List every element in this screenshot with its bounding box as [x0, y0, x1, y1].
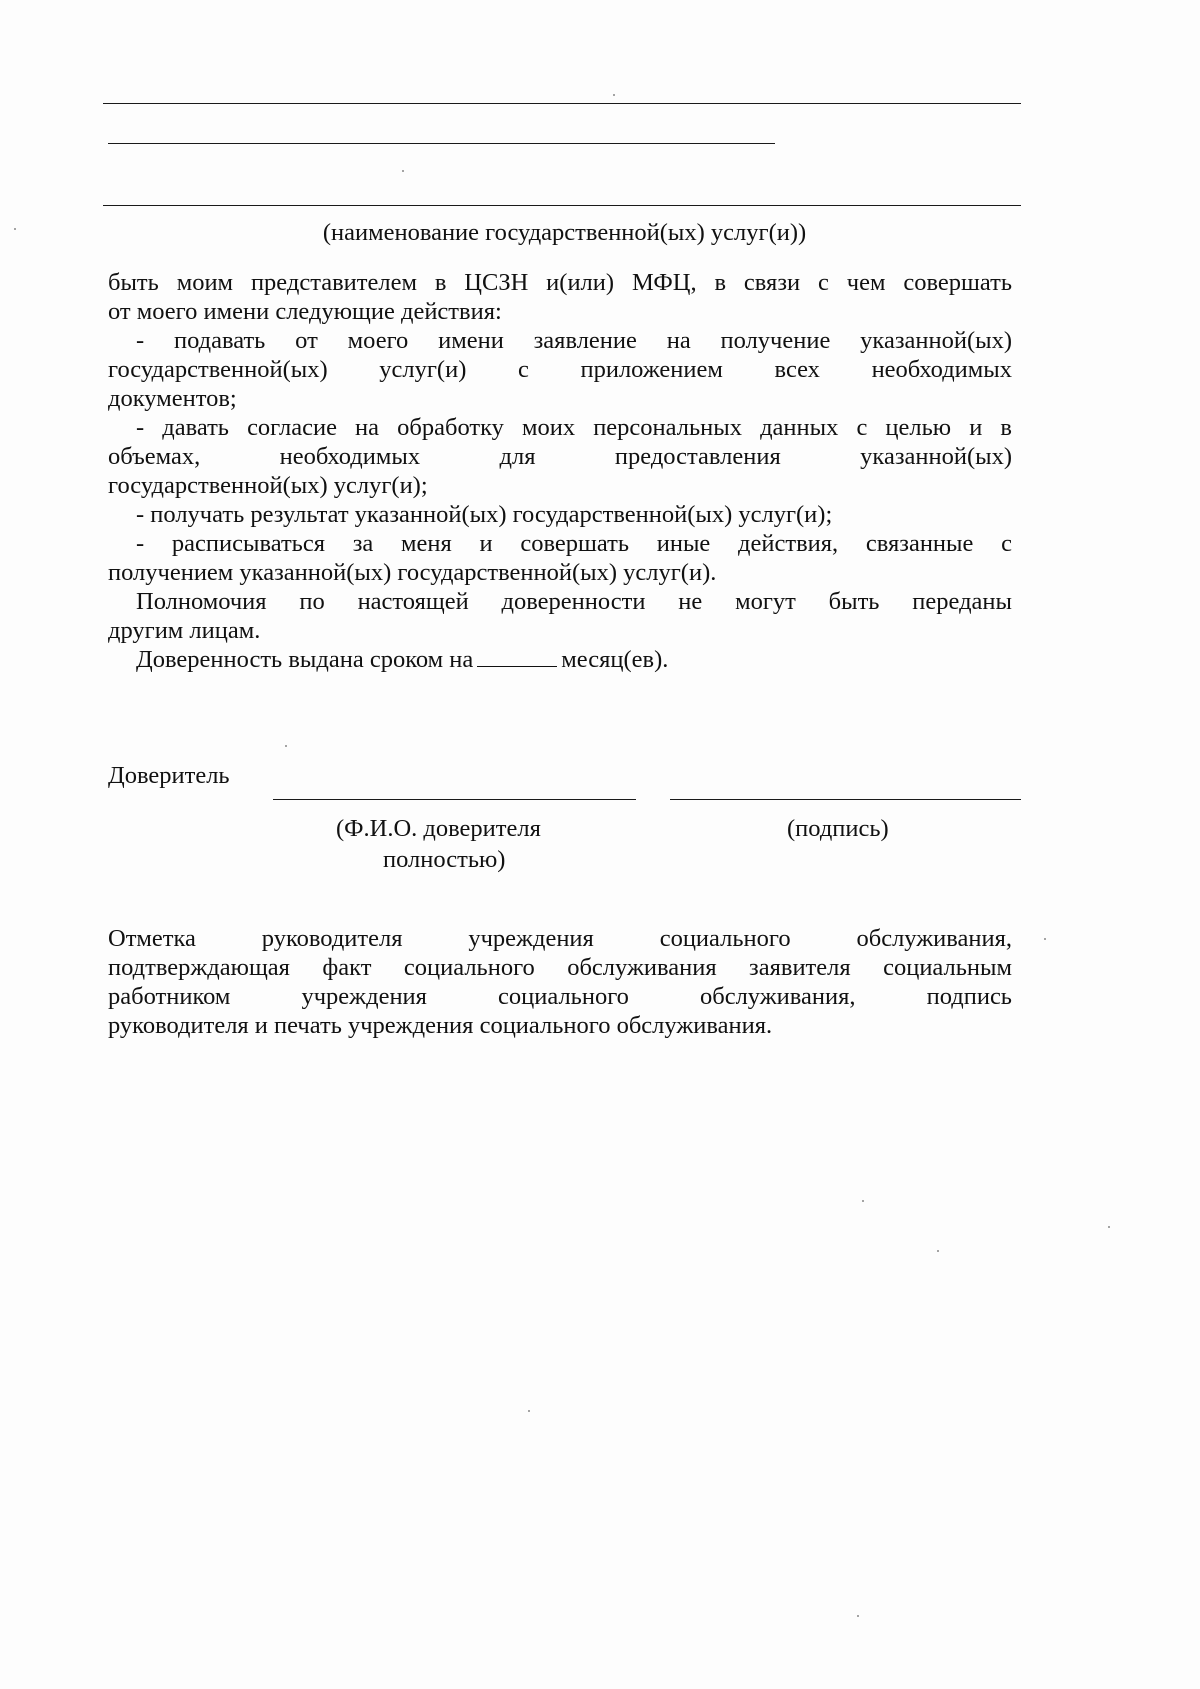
scan-speck	[14, 228, 16, 230]
institution-note	[108, 924, 1012, 1040]
body-line: - давать согласие на обработку моих персональных данных с целью и в	[136, 414, 1012, 441]
body-line: от моего имени следующие действия:	[108, 298, 502, 325]
body-line: получением указанной(ых) государственной(ых) услуг(и).	[108, 559, 717, 586]
principal-name-caption-line2: полностью)	[383, 846, 506, 873]
scan-speck	[285, 745, 287, 747]
blank-line-3	[103, 205, 1021, 206]
scan-speck	[1044, 938, 1046, 940]
body-line: документов;	[108, 385, 237, 412]
blank-line-2	[108, 143, 775, 144]
principal-label: Доверитель	[108, 762, 230, 789]
body-line: - расписываться за меня и совершать иные действия, связанные с	[136, 530, 1012, 557]
term-line	[108, 645, 1012, 674]
blank-line-1	[103, 103, 1021, 104]
body-line: Полномочия по настоящей доверенности не могут быть переданы	[136, 588, 1012, 615]
scan-speck	[402, 170, 404, 172]
body-line: государственной(ых) услуг(и) с приложением всех необходимых	[108, 356, 1012, 383]
body-line: быть моим представителем в ЦСЗН и(или) МФЦ, в связи с чем совершать	[108, 269, 1012, 296]
scan-speck	[528, 1410, 530, 1412]
scan-speck	[1108, 1226, 1110, 1228]
scan-speck	[613, 94, 615, 96]
body-line: - подавать от моего имени заявление на получение указанной(ых)	[136, 327, 1012, 354]
principal-name-caption-line1: (Ф.И.О. доверителя	[336, 815, 541, 842]
power-of-attorney-body	[108, 268, 1012, 674]
scan-speck	[857, 1615, 859, 1617]
body-line: объемах, необходимых для предоставления указанной(ых)	[108, 443, 1012, 470]
principal-name-line	[273, 799, 636, 800]
signature-caption: (подпись)	[787, 815, 889, 842]
term-suffix: месяц(ев).	[561, 646, 669, 673]
term-prefix: Доверенность выдана сроком на	[136, 646, 474, 673]
note-line: работником учреждения социального обслуживания, подпись	[108, 983, 1012, 1010]
term-months-blank	[477, 646, 557, 667]
note-line: подтверждающая факт социального обслуживания заявителя социальным	[108, 954, 1012, 981]
note-line: Отметка руководителя учреждения социального обслуживания,	[108, 925, 1012, 952]
scan-speck	[862, 1200, 864, 1202]
body-line: государственной(ых) услуг(и);	[108, 472, 428, 499]
scan-speck	[937, 1250, 939, 1252]
body-line: другим лицам.	[108, 617, 261, 644]
service-name-caption: (наименование государственной(ых) услуг(и))	[322, 219, 807, 246]
note-line: руководителя и печать учреждения социального обслуживания.	[108, 1012, 773, 1039]
body-line: - получать результат указанной(ых) государственной(ых) услуг(и);	[136, 501, 833, 528]
principal-signature-line	[670, 799, 1021, 800]
